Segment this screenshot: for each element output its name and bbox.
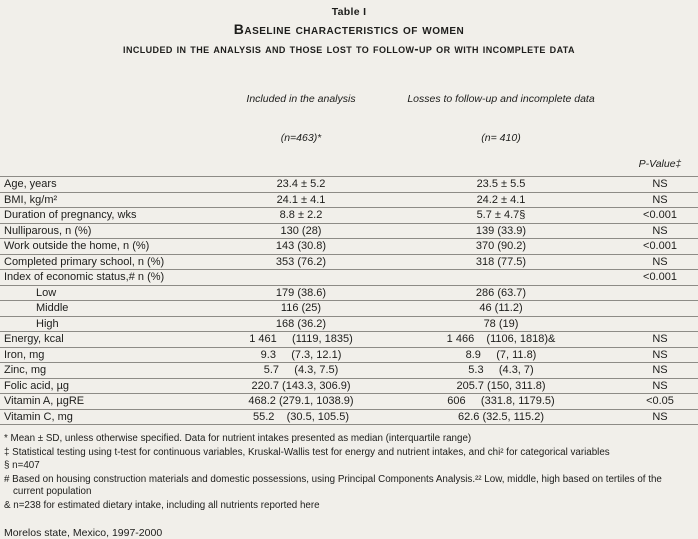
row-label: Index of economic status,# n (%) bbox=[4, 271, 165, 284]
value-included: 55.2 (30.5, 105.5) bbox=[252, 410, 349, 423]
value-pvalue: <0.001 bbox=[643, 271, 677, 284]
row-label: Middle bbox=[36, 302, 69, 315]
value-losses: 5.3 (4.3, 7) bbox=[468, 364, 534, 377]
table-row bbox=[0, 224, 698, 240]
value-losses: 5.7 ± 4.7§ bbox=[476, 209, 526, 222]
header-losses-title: Losses to follow-up and incomplete data bbox=[407, 93, 595, 105]
value-losses: 370 (90.2) bbox=[475, 240, 527, 253]
table-body bbox=[0, 177, 698, 425]
table-row bbox=[0, 332, 698, 348]
value-pvalue: NS bbox=[652, 379, 668, 392]
value-pvalue: NS bbox=[652, 364, 668, 377]
table-number: Table I bbox=[331, 6, 367, 18]
value-included: 23.4 ± 5.2 bbox=[276, 178, 326, 191]
row-label: Low bbox=[36, 286, 57, 299]
row-label: Completed primary school, n (%) bbox=[4, 255, 165, 268]
value-losses: 78 (19) bbox=[483, 317, 519, 330]
table-row bbox=[0, 410, 698, 426]
value-included: 116 (25) bbox=[280, 302, 322, 315]
value-included: 168 (36.2) bbox=[275, 317, 327, 330]
value-losses: 1 466 (1106, 1818)& bbox=[446, 333, 556, 346]
row-label: Nulliparous, n (%) bbox=[4, 224, 92, 237]
footnote: ‡ Statistical testing using t-test for continuous variables, Kruskal-Wallis test for energy and nutrient intakes, and chi² for categorical variables bbox=[4, 446, 610, 458]
footnote: # Based on housing construction materials and domestic possessions, using Principal Components Analysis.²² Low, middle, high based on tertiles of the current population bbox=[4, 473, 662, 497]
value-included: 9.3 (7.3, 12.1) bbox=[260, 348, 342, 361]
value-losses: 62.6 (32.5, 115.2) bbox=[457, 410, 545, 423]
value-losses: 606 (331.8, 1179.5) bbox=[447, 395, 555, 408]
table-row bbox=[0, 301, 698, 317]
value-included: 353 (76.2) bbox=[275, 255, 327, 268]
value-pvalue: <0.05 bbox=[646, 395, 674, 408]
table-row bbox=[0, 348, 698, 364]
value-included: 8.8 ± 2.2 bbox=[279, 209, 323, 222]
table-row bbox=[0, 286, 698, 302]
header-col-included bbox=[222, 67, 380, 171]
value-losses: 46 (11.2) bbox=[479, 302, 523, 315]
header-included-title: Included in the analysis bbox=[246, 93, 356, 105]
value-pvalue: <0.001 bbox=[643, 240, 677, 253]
table-row bbox=[0, 193, 698, 209]
table-row bbox=[0, 379, 698, 395]
value-included: 130 (28) bbox=[280, 224, 322, 237]
row-label: Work outside the home, n (%) bbox=[4, 240, 150, 253]
table-footnotes bbox=[0, 433, 698, 512]
value-included: 220.7 (143.3, 306.9) bbox=[251, 379, 351, 392]
table-heading bbox=[0, 6, 698, 56]
row-label: Folic acid, µg bbox=[4, 379, 70, 392]
table-subtitle: included in the analysis and those lost to follow-up or with incomplete data bbox=[123, 42, 575, 56]
row-label: Energy, kcal bbox=[4, 333, 64, 346]
value-pvalue: NS bbox=[652, 348, 668, 361]
value-pvalue: NS bbox=[652, 224, 668, 237]
table-row bbox=[0, 208, 698, 224]
row-label: Duration of pregnancy, wks bbox=[4, 209, 137, 222]
table-row bbox=[0, 394, 698, 410]
value-losses: 24.2 ± 4.1 bbox=[476, 193, 526, 206]
row-label: High bbox=[36, 317, 59, 330]
value-losses: 318 (77.5) bbox=[475, 255, 527, 268]
table-header-row bbox=[0, 56, 698, 177]
value-losses: 8.9 (7, 11.8) bbox=[465, 348, 537, 361]
table-row bbox=[0, 177, 698, 193]
table-source-line: Morelos state, Mexico, 1997-2000 bbox=[4, 527, 163, 539]
header-col-pvalue: P-Value‡ bbox=[638, 158, 682, 170]
table-row bbox=[0, 255, 698, 271]
header-col-losses bbox=[380, 67, 622, 171]
footnote: & n=238 for estimated dietary intake, including all nutrients reported here bbox=[4, 499, 320, 511]
value-included: 179 (38.6) bbox=[275, 286, 327, 299]
table-row bbox=[0, 270, 698, 286]
table-row bbox=[0, 363, 698, 379]
value-included: 5.7 (4.3, 7.5) bbox=[263, 364, 339, 377]
value-pvalue: NS bbox=[652, 178, 668, 191]
value-included: 24.1 ± 4.1 bbox=[276, 193, 326, 206]
row-label: Vitamin A, µgRE bbox=[4, 395, 85, 408]
table-row bbox=[0, 317, 698, 333]
footnote: § n=407 bbox=[4, 460, 40, 471]
row-label: Iron, mg bbox=[4, 348, 45, 361]
value-included: 143 (30.8) bbox=[275, 240, 327, 253]
table-title: Baseline characteristics of women bbox=[233, 21, 465, 37]
table-row bbox=[0, 239, 698, 255]
value-pvalue: NS bbox=[652, 255, 668, 268]
header-included-n: (n=463)* bbox=[280, 132, 322, 144]
value-pvalue: <0.001 bbox=[643, 209, 677, 222]
row-label: BMI, kg/m² bbox=[4, 193, 58, 206]
footnote: * Mean ± SD, unless otherwise specified. Data for nutrient intakes presented as median (interquartile range) bbox=[4, 433, 472, 444]
value-pvalue: NS bbox=[652, 193, 668, 206]
row-label: Age, years bbox=[4, 178, 57, 191]
value-pvalue: NS bbox=[652, 410, 668, 423]
value-pvalue: NS bbox=[652, 333, 668, 346]
value-losses: 139 (33.9) bbox=[475, 224, 527, 237]
value-losses: 205.7 (150, 311.8) bbox=[456, 379, 546, 392]
value-included: 1 461 (1119, 1835) bbox=[249, 333, 353, 346]
header-losses-n: (n= 410) bbox=[481, 132, 521, 144]
value-losses: 23.5 ± 5.5 bbox=[476, 178, 526, 191]
value-included: 468.2 (279.1, 1038.9) bbox=[248, 395, 354, 408]
row-label: Zinc, mg bbox=[4, 364, 47, 377]
value-losses: 286 (63.7) bbox=[475, 286, 527, 299]
row-label: Vitamin C, mg bbox=[4, 410, 73, 423]
